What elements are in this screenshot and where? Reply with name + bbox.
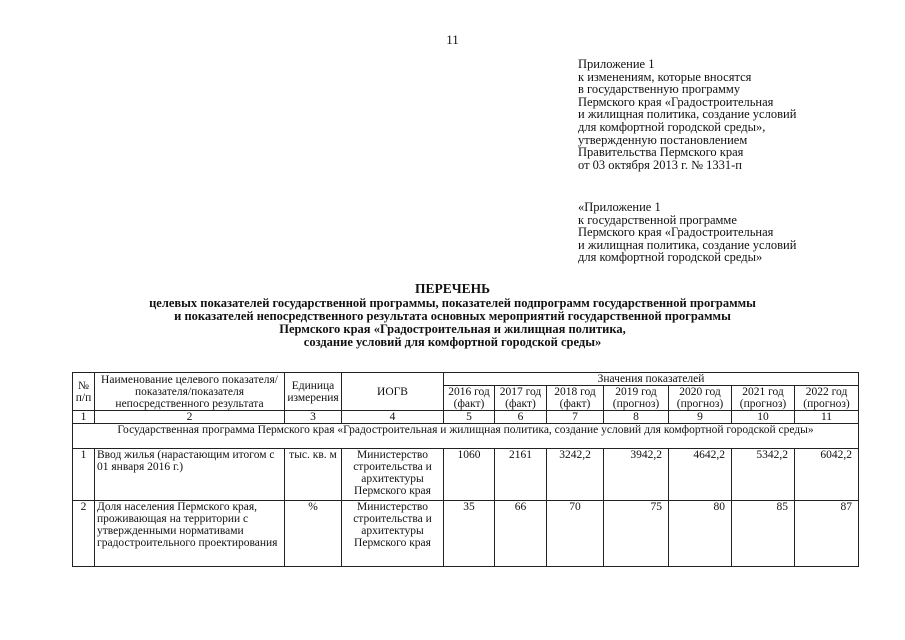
column-index-cell: 11 bbox=[795, 411, 859, 424]
header-year: 2021 год (прогноз) bbox=[732, 386, 795, 411]
row-value: 70 bbox=[547, 501, 604, 567]
indicators-table bbox=[72, 372, 859, 567]
row-unit: % bbox=[285, 501, 342, 567]
row-value: 85 bbox=[732, 501, 795, 567]
appendix-1-line: утвержденную постановлением bbox=[578, 132, 748, 147]
row-num: 1 bbox=[73, 449, 95, 501]
appendix-1-line: Пермского края «Градостроительная bbox=[578, 94, 774, 109]
document-subtitle bbox=[0, 297, 905, 349]
header-year: 2018 год (факт) bbox=[547, 386, 604, 411]
program-row bbox=[73, 424, 859, 449]
row-name: Ввод жилья (нарастающим итогом с 01 января 2016 г.) bbox=[95, 449, 285, 501]
appendix-2-line: к государственной программе bbox=[578, 212, 737, 227]
row-value: 4642,2 bbox=[669, 449, 732, 501]
header-name: Наименование целевого показателя/показателя/показателя непосредственного результата bbox=[95, 373, 285, 411]
row-num: 2 bbox=[73, 501, 95, 567]
appendix-1-line: и жилищная политика, создание условий bbox=[578, 107, 797, 122]
column-index-cell: 2 bbox=[95, 411, 285, 424]
row-iogv: Министерство строительства и архитектуры Пермского края bbox=[342, 449, 444, 501]
row-value: 87 bbox=[795, 501, 859, 567]
subtitle-line: Пермского края «Градостроительная и жилищная политика, bbox=[279, 322, 626, 336]
subtitle-line: создание условий для комфортной городской среды» bbox=[303, 335, 602, 349]
column-index-cell: 1 bbox=[73, 411, 95, 424]
appendix-1-line: Приложение 1 bbox=[578, 57, 655, 71]
page-number: 11 bbox=[446, 32, 459, 47]
header-iogv: ИОГВ bbox=[342, 373, 444, 411]
column-index-cell: 5 bbox=[444, 411, 495, 424]
appendix-block-1 bbox=[578, 58, 796, 171]
row-value: 6042,2 bbox=[795, 449, 859, 501]
subtitle-line: и показателей непосредственного результата основных мероприятий государственной программы bbox=[174, 309, 731, 323]
program-title-cell: Государственная программа Пермского края «Градостроительная и жилищная политика, создание условий для комфортной городской среды» bbox=[73, 424, 859, 449]
header-year: 2017 год (факт) bbox=[495, 386, 547, 411]
row-iogv: Министерство строительства и архитектуры Пермского края bbox=[342, 501, 444, 567]
column-index-cell: 8 bbox=[604, 411, 669, 424]
appendix-2-line: «Приложение 1 bbox=[578, 200, 661, 214]
appendix-2-line: и жилищная политика, создание условий bbox=[578, 237, 797, 252]
table-row bbox=[73, 501, 859, 567]
appendix-1-line: для комфортной городской среды», bbox=[578, 119, 766, 134]
row-value: 1060 bbox=[444, 449, 495, 501]
column-index-row bbox=[73, 411, 859, 424]
appendix-block-2 bbox=[578, 201, 796, 264]
document-title: ПЕРЕЧЕНЬ bbox=[414, 281, 491, 296]
column-index-cell: 3 bbox=[285, 411, 342, 424]
header-year: 2016 год (факт) bbox=[444, 386, 495, 411]
header-unit: Единица измерения bbox=[285, 373, 342, 411]
row-value: 5342,2 bbox=[732, 449, 795, 501]
row-name: Доля населения Пермского края, проживающая на территории с утвержденными нормативами градостроительного проектирования bbox=[95, 501, 285, 567]
row-value: 75 bbox=[604, 501, 669, 567]
appendix-1-line: к изменениям, которые вносятся bbox=[578, 69, 752, 84]
column-index-cell: 9 bbox=[669, 411, 732, 424]
column-index-cell: 10 bbox=[732, 411, 795, 424]
header-year: 2022 год (прогноз) bbox=[795, 386, 859, 411]
header-values-group: Значения показателей bbox=[444, 373, 859, 386]
header-num: № п/п bbox=[73, 373, 95, 411]
row-value: 35 bbox=[444, 501, 495, 567]
column-index-cell: 7 bbox=[547, 411, 604, 424]
appendix-2-line: для комфортной городской среды» bbox=[578, 250, 763, 265]
appendix-2-line: Пермского края «Градостроительная bbox=[578, 225, 774, 240]
header-year: 2020 год (прогноз) bbox=[669, 386, 732, 411]
table-header-row bbox=[73, 373, 859, 386]
appendix-1-line: от 03 октября 2013 г. № 1331-п bbox=[578, 157, 742, 172]
subtitle-line: целевых показателей государственной программы, показателей подпрограмм государственной программы bbox=[149, 296, 756, 310]
column-index-cell: 6 bbox=[495, 411, 547, 424]
appendix-1-line: в государственную программу bbox=[578, 82, 741, 97]
row-value: 2161 bbox=[495, 449, 547, 501]
header-year: 2019 год (прогноз) bbox=[604, 386, 669, 411]
row-value: 80 bbox=[669, 501, 732, 567]
table-row bbox=[73, 449, 859, 501]
row-unit: тыс. кв. м bbox=[285, 449, 342, 501]
row-value: 66 bbox=[495, 501, 547, 567]
appendix-1-line: Правительства Пермского края bbox=[578, 145, 744, 160]
row-value: 3942,2 bbox=[604, 449, 669, 501]
column-index-cell: 4 bbox=[342, 411, 444, 424]
row-value: 3242,2 bbox=[547, 449, 604, 501]
